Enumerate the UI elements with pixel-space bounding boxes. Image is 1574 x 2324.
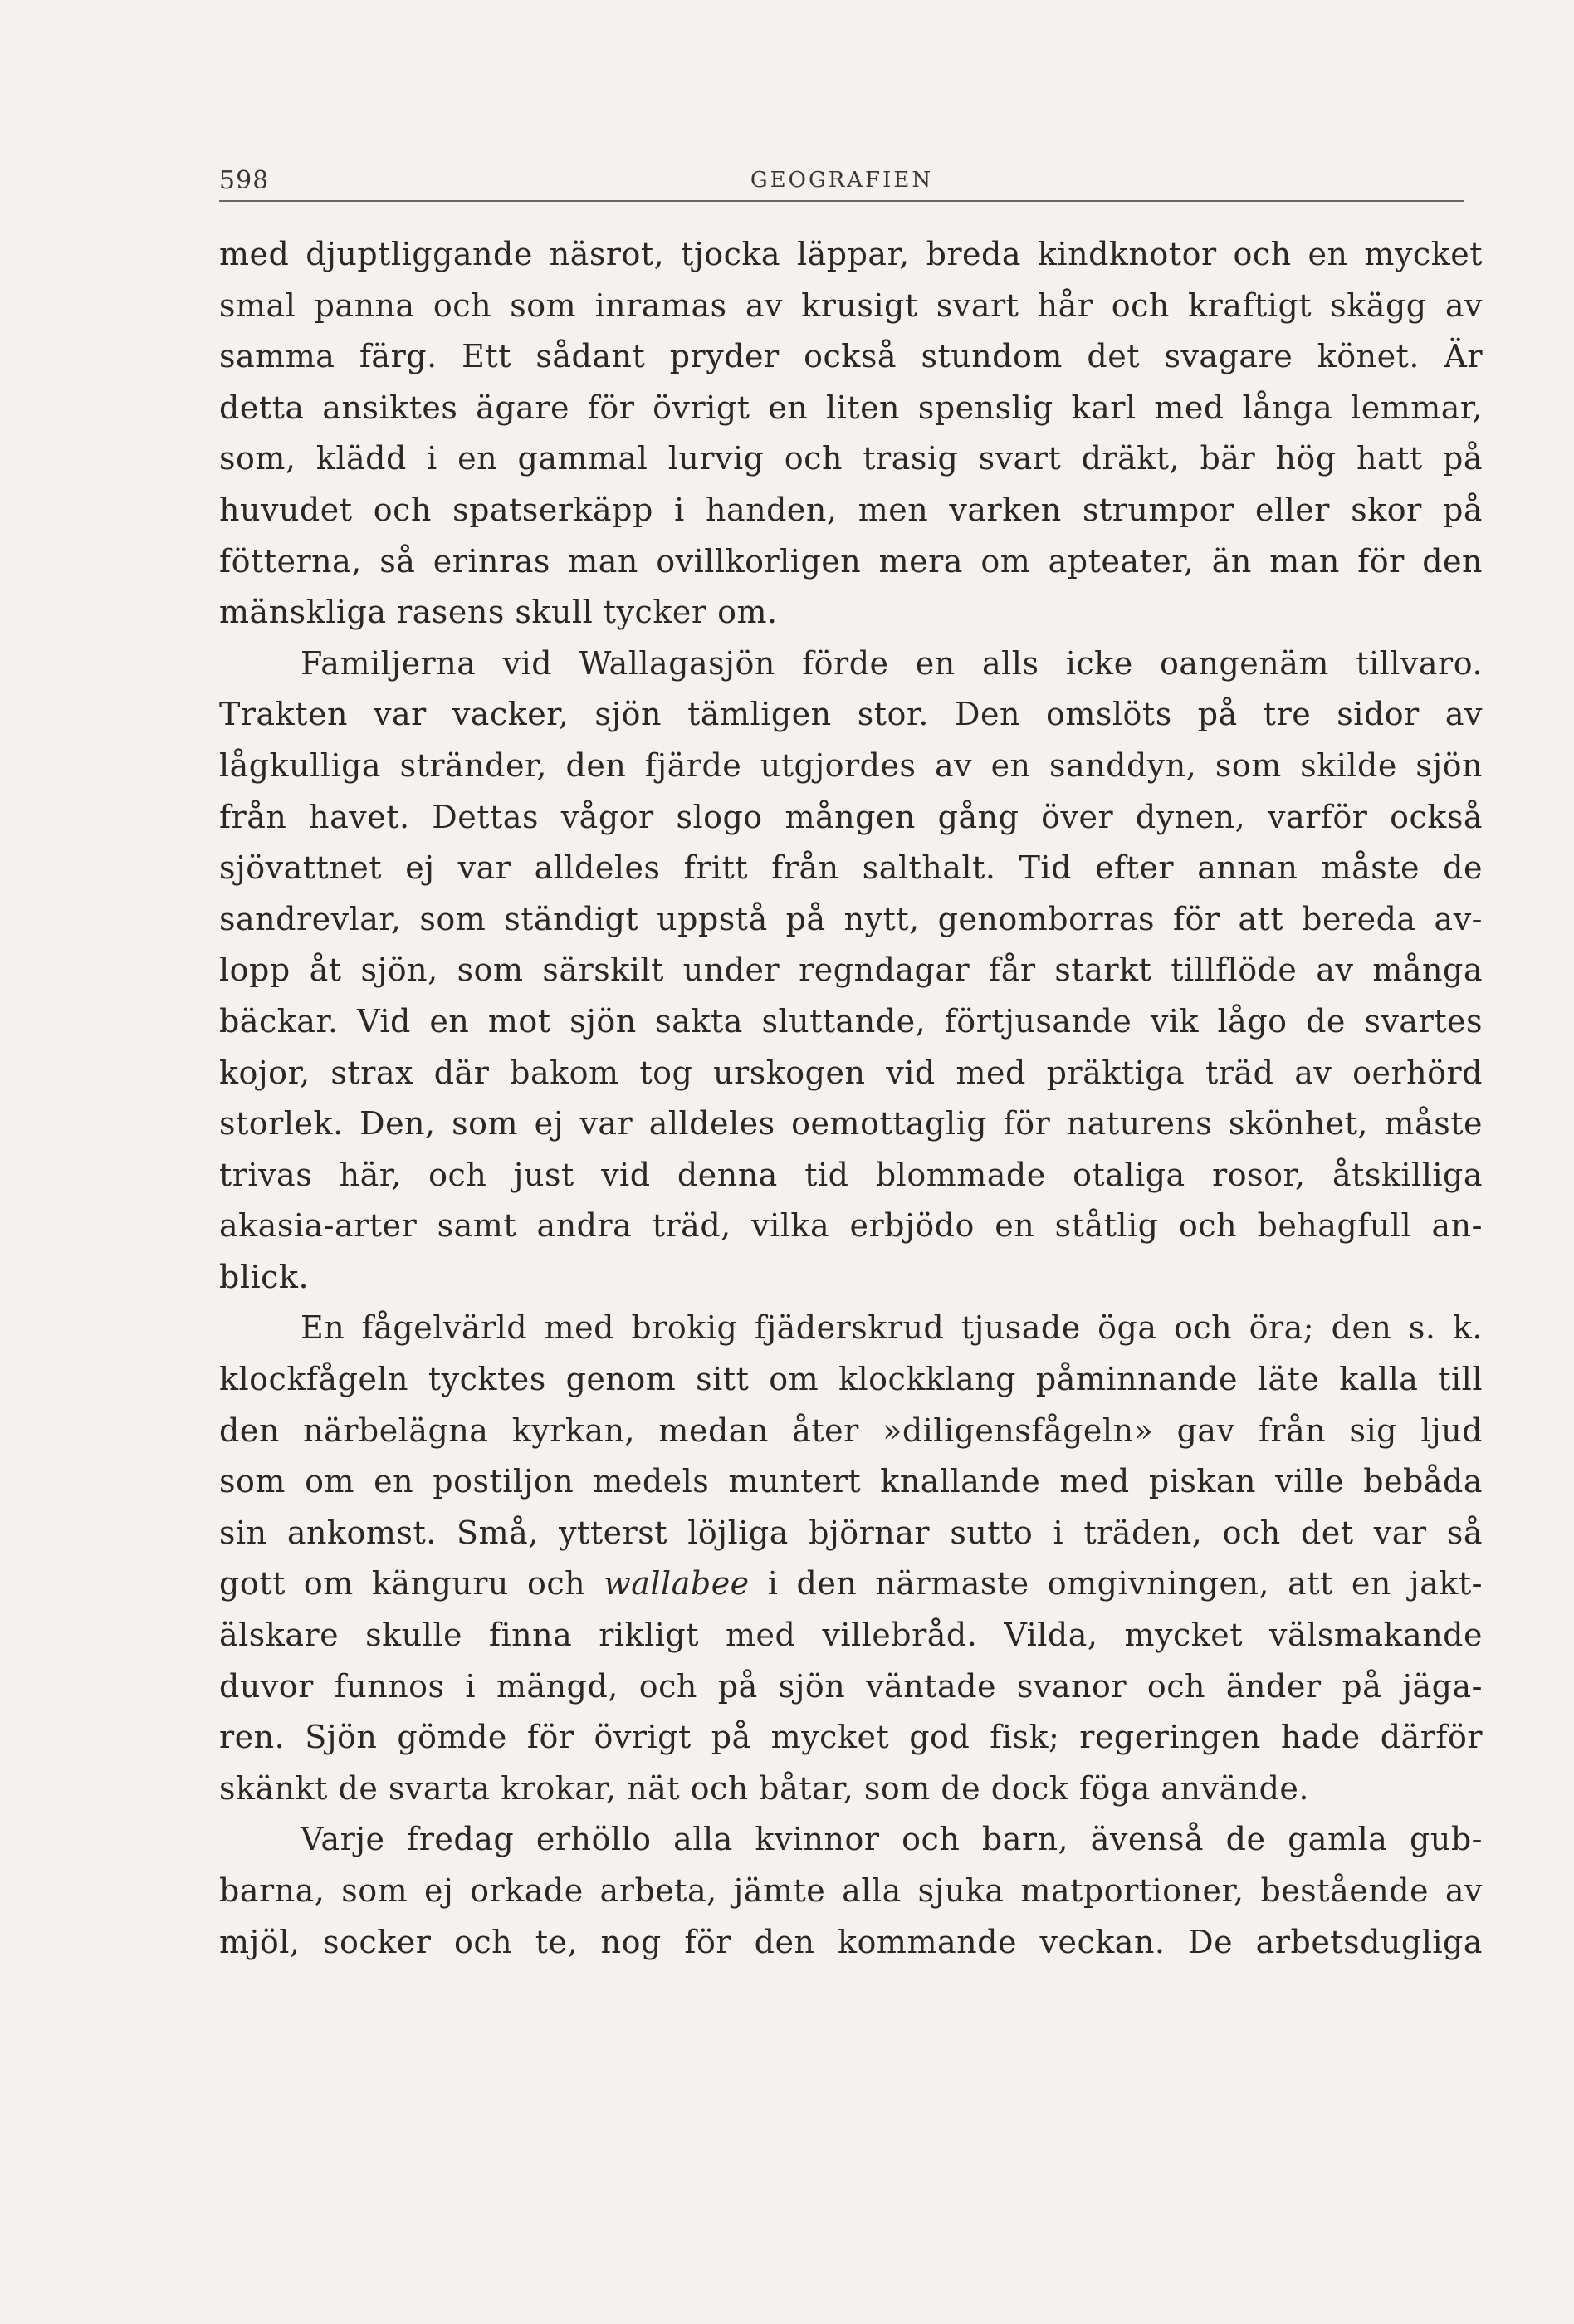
text-line: fötterna, så erinras man ovillkorligen mera om apteater, än man för den (219, 542, 1483, 580)
text-line: sin ankomst. Små, ytterst löjliga björnar sutto i träden, och det var så (219, 1514, 1483, 1551)
text-line: sandrevlar, som ständigt uppstå på nytt, genomborras för att bereda av- (219, 900, 1483, 937)
text-line: Varje fredag erhöllo alla kvinnor och barn, ävenså de gamla gub- (301, 1821, 1483, 1858)
text-line: barna, som ej orkade arbeta, jämte alla sjuka matportioner, bestående av (219, 1872, 1483, 1909)
text-line: mjöl, socker och te, nog för den kommande veckan. De arbetsdugliga (219, 1923, 1483, 1960)
text-line: trivas här, och just vid denna tid blommade otaliga rosor, åtskilliga (219, 1156, 1483, 1193)
text-line: lågkulliga stränder, den fjärde utgjordes av en sanddyn, som skilde sjön (219, 746, 1483, 784)
text-line: smal panna och som inramas av krusigt svart hår och kraftigt skägg av (219, 286, 1483, 324)
running-title: GEOGRAFIEN (750, 168, 934, 193)
text-line: storlek. Den, som ej var alldeles oemottaglig för naturens skönhet, måste (219, 1105, 1483, 1142)
running-head (219, 156, 1464, 203)
text-line: bäckar. Vid en mot sjön sakta sluttande, förtjusande vik lågo de svartes (219, 1002, 1483, 1040)
text-line: från havet. Dettas vågor slogo mången gång över dynen, varför också (219, 798, 1483, 835)
text-line: akasia-arter samt andra träd, vilka erbjödo en ståtlig och behagfull an- (219, 1207, 1483, 1245)
page-number: 598 (219, 166, 270, 195)
text-line: älskare skulle finna rikligt med villebråd. Vilda, mycket välsmakande (219, 1617, 1483, 1654)
text-line: lopp åt sjön, som särskilt under regndagar får starkt tillflöde av många (219, 952, 1483, 989)
text-line: sjövattnet ej var alldeles fritt från salthalt. Tid efter annan måste de (219, 849, 1483, 887)
text-line: samma färg. Ett sådant pryder också stundom det svagare könet. Är (219, 338, 1483, 375)
text-line: Familjerna vid Wallagasjön förde en alls icke oangenäm tillvaro. (301, 644, 1483, 682)
text-line: En fågelvärld med brokig fjäderskrud tjusade öga och öra; den s. k. (301, 1309, 1483, 1347)
text-line: skänkt de svarta krokar, nät och båtar, som de dock föga använde. (219, 1769, 1309, 1807)
text-line: den närbelägna kyrkan, medan åter »diligensfågeln» gav från sig ljud (219, 1412, 1483, 1449)
text-segment: gott om känguru och (219, 1565, 586, 1602)
body-text (219, 229, 1483, 1968)
text-line: som om en postiljon medels muntert knallande med piskan ville bebåda (219, 1463, 1483, 1500)
text-line: Trakten var vacker, sjön tämligen stor. Den omslöts på tre sidor av (219, 696, 1483, 733)
text-line: blick. (219, 1258, 310, 1295)
text-line: kojor, strax där bakom tog urskogen vid med präktiga träd av oerhörd (219, 1054, 1483, 1091)
text-line: detta ansiktes ägare för övrigt en liten spenslig karl med långa lemmar, (219, 389, 1483, 426)
italic-term: wallabee (604, 1565, 750, 1602)
text-line: mänskliga rasens skull tycker om. (219, 594, 778, 631)
text-line (219, 1558, 1483, 1610)
text-line: ren. Sjön gömde för övrigt på mycket god fisk; regeringen hade därför (219, 1719, 1483, 1756)
text-segment: i den närmaste omgivningen, att en jakt- (767, 1565, 1483, 1602)
header-rule (219, 200, 1464, 202)
text-line: som, klädd i en gammal lurvig och trasig svart dräkt, bär hög hatt på (219, 440, 1483, 477)
text-line: huvudet och spatserkäpp i handen, men varken strumpor eller skor på (219, 491, 1483, 528)
text-line: duvor funnos i mängd, och på sjön väntade svanor och änder på jäga- (219, 1667, 1483, 1705)
text-line: med djuptliggande näsrot, tjocka läppar, breda kindknotor och en mycket (219, 236, 1483, 272)
text-line: klockfågeln tycktes genom sitt om klockklang påminnande läte kalla till (219, 1361, 1483, 1398)
